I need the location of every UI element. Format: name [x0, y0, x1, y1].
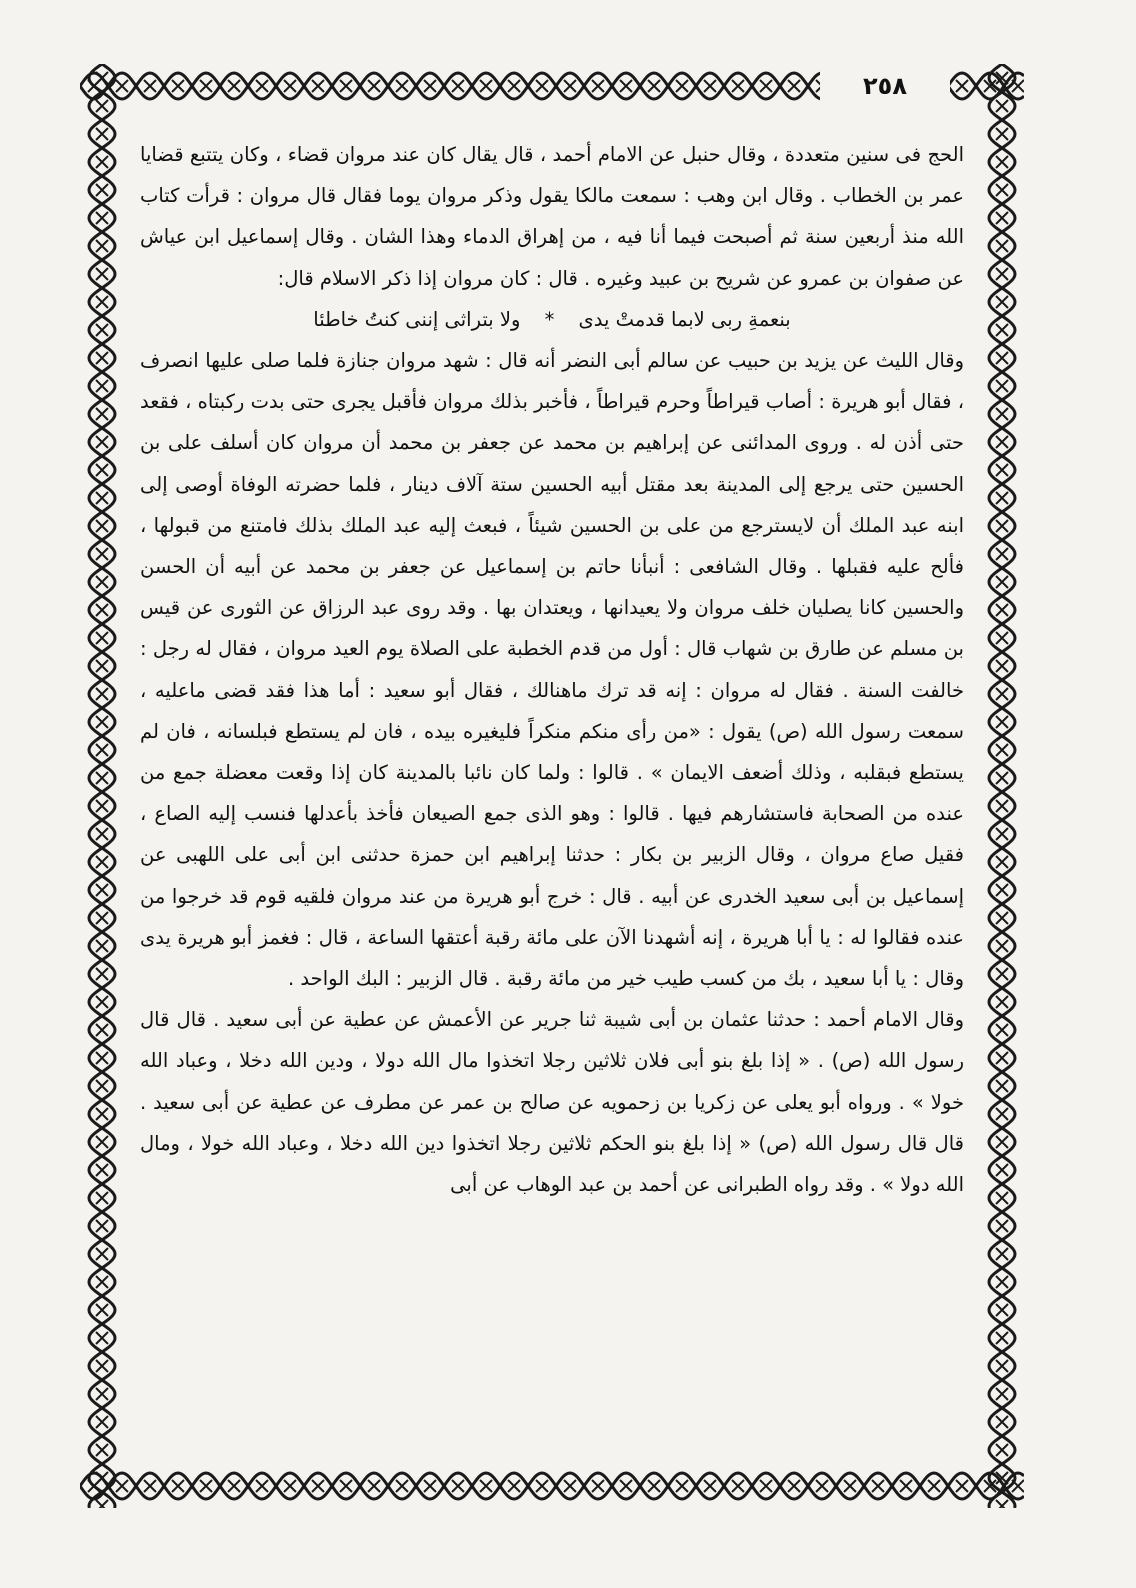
paragraph-1: الحج فى سنين متعددة ، وقال حنبل عن الامام أحمد ، قال يقال كان عند مروان قضاء ، وكان يتتبع قضايا عمر بن الخطاب . وقال ابن وهب : سمعت مالكا يقول وذكر مروان يوما فقال قال مروان : قرأت كتاب الله منذ أربعين سنة ثم أصبحت فيما أنا فيه ، من إهراق الدماء وهذا الشان . وقال إسماعيل ابن عياش عن صفوان بن عمرو عن شريح بن عبيد وغيره . قال : كان مروان إذا ذكر الاسلام قال: — [140, 143, 964, 290]
paragraph-2: وقال الليث عن يزيد بن حبيب عن سالم أبى النضر أنه قال : شهد مروان جنازة فلما صلى عليها انصرف ، فقال أبو هريرة : أصاب قيراطاً وحرم قيراطاً ، فأخبر بذلك مروان فأقبل يجرى حتى بدت ركبتاه ، فقعد حتى أذن له . وروى المدائنى عن إبراهيم بن محمد عن جعفر بن محمد أن مروان كان أسلف على بن الحسين حتى يرجع إلى المدينة بعد مقتل أبيه الحسين ستة آلاف دينار ، فلما حضرته الوفاة أوصى إلى ابنه عبد الملك أن لايسترجع من على بن الحسين شيئاً ، فبعث إليه عبد الملك بذلك فامتنع من قبولها ، فألح عليه فقبلها . وقال الشافعى : أنبأنا حاتم بن إسماعيل عن جعفر بن محمد عن أبيه أن الحسن والحسين كانا يصليان خلف مروان ولا يعيدانها ، ويعتدان بها . وقد روى عبد الرزاق عن الثورى عن قيس بن مسلم عن طارق بن شهاب قال : أول من قدم الخطبة على الصلاة يوم العيد مروان ، فقال له رجل : خالفت السنة . فقال له مروان : إنه قد ترك ماهنالك ، فقال أبو سعيد : أما هذا فقد قضى ماعليه ، سمعت رسول الله (ص) يقول : «من رأى منكم منكراً فليغيره بيده ، فان لم يستطع فبلسانه ، فان لم يستطع فبقلبه ، وذلك أضعف الايمان » . قالوا : ولما كان نائبا بالمدينة كان إذا وقعت معضلة جمع من عنده من الصحابة فاستشارهم فيها . قالوا : وهو الذى جمع الصيعان فأخذ بأعدلها فنسب إليه الصاع ، فقيل صاع مروان ، وقال الزبير بن بكار : حدثنا إبراهيم ابن حمزة حدثنى ابن أبى على اللهبى عن إسماعيل بن أبى سعيد الخدرى عن أبيه . قال : خرج أبو هريرة من عند مروان فلقيه قوم قد خرجوا من عنده فقالوا له : يا أبا هريرة ، إنه أشهدنا الآن على مائة رقبة أعتقها الساعة ، قال : فغمز أبو هريرة يدى وقال : يا أبا سعيد ، بك من كسب طيب خير من مائة رقبة . قال الزبير : البك الواحد . — [140, 349, 964, 991]
poetry-verse — [140, 299, 964, 340]
ornamental-border-right — [980, 64, 1024, 1508]
ornamental-border-left — [80, 64, 124, 1508]
page-number-box — [820, 64, 950, 108]
page-body — [140, 134, 964, 1484]
page-frame — [80, 64, 1024, 1508]
verse-separator: * — [544, 307, 555, 331]
verse-hemistich-1: بنعمةِ ربى لابما قدمتْ يدى — [578, 307, 791, 331]
page-number: ٢٥٨ — [863, 72, 907, 100]
verse-hemistich-2: ولا بتراثى إننى كنتُ خاطئا — [313, 307, 521, 331]
paragraph-3: وقال الامام أحمد : حدثنا عثمان بن أبى شيبة ثنا جرير عن الأعمش عن عطية عن أبى سعيد . قال قال رسول الله (ص) . « إذا بلغ بنو أبى فلان ثلاثين رجلا اتخذوا مال الله دولا ، ودين الله دخلا ، وعباد الله خولا » . ورواه أبو يعلى عن زكريا بن زحمويه عن صالح بن عمر عن مطرف عن عطية عن أبى سعيد . قال قال رسول الله (ص) « إذا بلغ بنو الحكم ثلاثين رجلا اتخذوا دين الله دخلا ، وعباد الله خولا ، ومال الله دولا » . وقد رواه الطبرانى عن أحمد بن عبد الوهاب عن أبى — [140, 1008, 964, 1197]
